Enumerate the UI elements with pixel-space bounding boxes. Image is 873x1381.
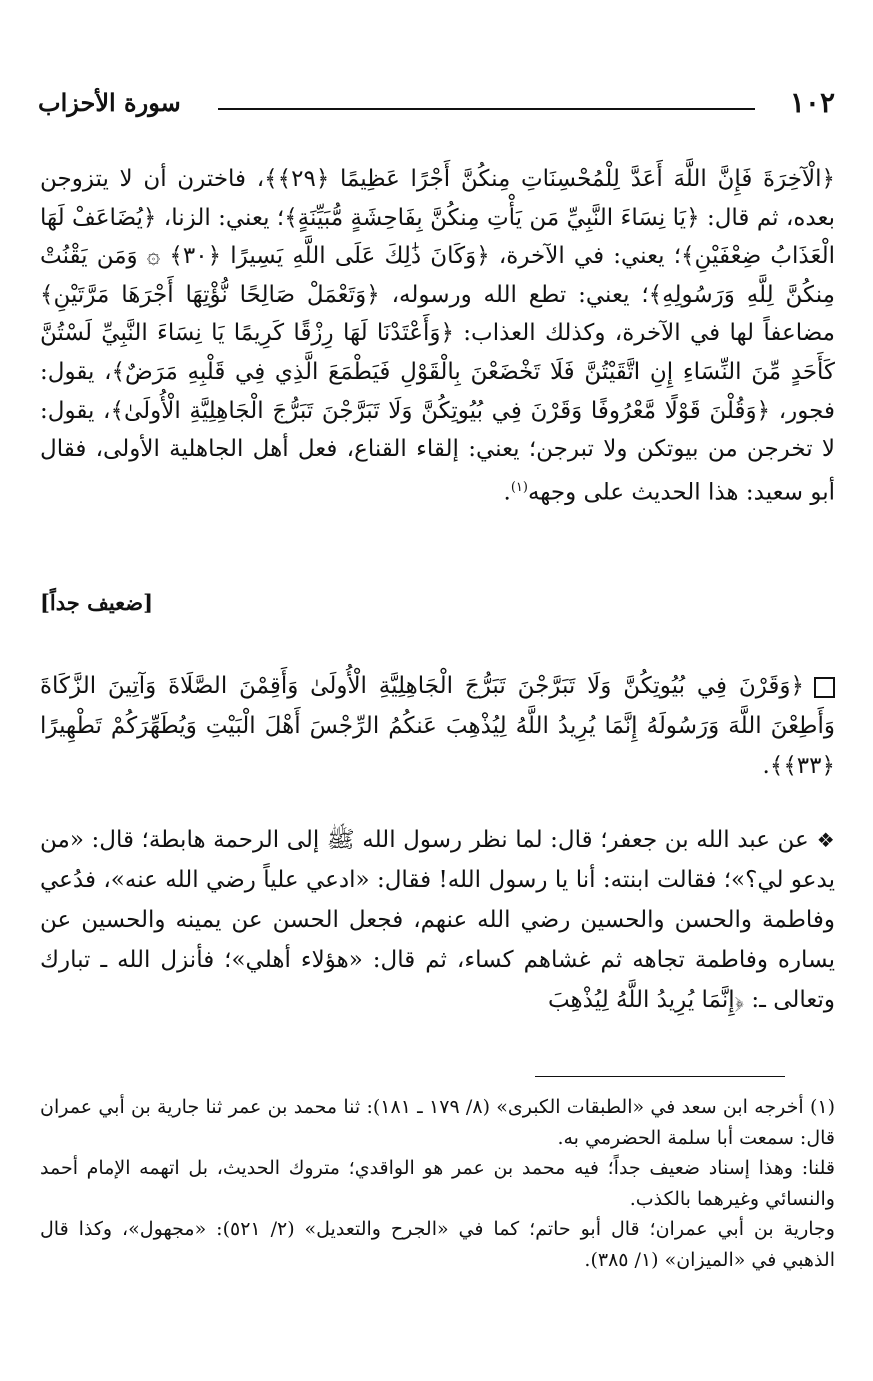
- surah-title: سورة الأحزاب: [38, 88, 181, 117]
- verse-block: [40, 666, 835, 786]
- footnotes: [40, 1092, 835, 1275]
- page-header: [38, 86, 835, 126]
- verse-text: ﴿وَقَرْنَ فِي بُيُوتِكُنَّ وَلَا تَبَرَّجْنَ تَبَرُّجَ الْجَاهِلِيَّةِ الْأُولَىٰ وَأَقِمْنَ الصَّلَاةَ وَآتِينَ الزَّكَاةَ وَأَطِعْنَ اللَّهَ وَرَسُولَهُ إِنَّمَا يُرِيدُ اللَّهُ لِيُذْهِبَ عَنكُمُ الرِّجْسَ أَهْلَ الْبَيْتِ وَيُطَهِّرَكُمْ تَطْهِيرًا ﴿٣٣﴾﴾.: [40, 673, 835, 779]
- footnote-marker: (١): [510, 479, 528, 495]
- hadith-grade: [ضعيف جداً]: [40, 590, 154, 615]
- footnote-1: (١) أخرجه ابن سعد في «الطبقات الكبرى» (٨/ ١٧٩ ـ ١٨١): ثنا محمد بن عمر ثنا جارية بن أبي عمران قال: سمعت أبا سلمة الحضرمي به.: [40, 1096, 835, 1149]
- diamond-marker-icon: ❖: [816, 828, 835, 852]
- footnote-1-narrator: وجارية بن أبي عمران؛ قال أبو حاتم؛ كما في «الجرح والتعديل» (٢/ ٥٢١): «مجهول»، وكذا قال الذهبي في «الميزان» (١/ ٣٨٥).: [40, 1218, 835, 1271]
- hadith-text: عن عبد الله بن جعفر؛ قال: لما نظر رسول الله ﷺ إلى الرحمة هابطة؛ قال: «من يدعو لي؟»؛ فقالت ابنته: أنا يا رسول الله! فقال: «ادعي علياً رضي الله عنه»، فدُعي وفاطمة والحسن والحسين رضي الله عنهم، فجعل الحسن عن يمينه والحسين عن يساره وفاطمة تجاهه ثم غشاهم كساء، ثم قال: «هؤلاء أهلي»؛ فأنزل الله ـ تبارك وتعالى ـ: ﴿إِنَّمَا يُرِيدُ اللَّهُ لِيُذْهِبَ: [40, 827, 835, 1013]
- commentary-text: ﴿الْآخِرَةَ فَإِنَّ اللَّهَ أَعَدَّ لِلْمُحْسِنَاتِ مِنكُنَّ أَجْرًا عَظِيمًا ﴿٢٩﴾﴾، فاخترن أن لا يتزوجن بعده، ثم قال: ﴿يَا نِسَاءَ النَّبِيِّ مَن يَأْتِ مِنكُنَّ بِفَاحِشَةٍ مُّبَيِّنَةٍ﴾؛ يعني: الزنا، ﴿يُضَاعَفْ لَهَا الْعَذَابُ ضِعْفَيْنِ﴾؛ يعني: في الآخرة، ﴿وَكَانَ ذَٰلِكَ عَلَى اللَّهِ يَسِيرًا ﴿٣٠﴾ ۞ وَمَن يَقْنُتْ مِنكُنَّ لِلَّهِ وَرَسُولِهِ﴾؛ يعني: تطع الله ورسوله، ﴿وَتَعْمَلْ صَالِحًا نُّؤْتِهَا أَجْرَهَا مَرَّتَيْنِ﴾ مضاعفاً لها في الآخرة، وكذلك العذاب: ﴿وَأَعْتَدْنَا لَهَا رِزْقًا كَرِيمًا يَا نِسَاءَ النَّبِيِّ لَسْتُنَّ كَأَحَدٍ مِّنَ النِّسَاءِ إِنِ اتَّقَيْتُنَّ فَلَا تَخْضَعْنَ بِالْقَوْلِ فَيَطْمَعَ الَّذِي فِي قَلْبِهِ مَرَضٌ﴾، يقول: فجور، ﴿وَقُلْنَ قَوْلًا مَّعْرُوفًا وَقَرْنَ فِي بُيُوتِكُنَّ وَلَا تَبَرَّجْنَ تَبَرُّجَ الْجَاهِلِيَّةِ الْأُولَىٰ﴾، يقول: لا تخرجن من بيوتكن ولا تبرجن؛ يعني: إلقاء القناع، فعل أهل الجاهلية الأولى، فقال أبو سعيد: هذا الحديث على وجهه: [40, 166, 835, 506]
- header-rule: [218, 108, 755, 110]
- page-number: ١٠٢: [789, 86, 835, 119]
- footnote-1-comment: قلنا: وهذا إسناد ضعيف جداً؛ فيه محمد بن عمر هو الواقدي؛ متروك الحديث، بل اتهمه الإمام أحمد والنسائي وغيرهما بالكذب.: [40, 1157, 835, 1210]
- square-marker-icon: [814, 677, 835, 698]
- footnote-divider: [535, 1076, 785, 1077]
- commentary-paragraph: ﴿الْآخِرَةَ فَإِنَّ اللَّهَ أَعَدَّ لِلْمُحْسِنَاتِ مِنكُنَّ أَجْرًا عَظِيمًا ﴿٢٩﴾﴾، فاخترن أن لا يتزوجن بعده، ثم قال: ﴿يَا نِسَاءَ النَّبِيِّ مَن يَأْتِ مِنكُنَّ بِفَاحِشَةٍ مُّبَيِّنَةٍ﴾؛ يعني: الزنا، ﴿يُضَاعَفْ لَهَا الْعَذَابُ ضِعْفَيْنِ﴾؛ يعني: في الآخرة، ﴿وَكَانَ ذَٰلِكَ عَلَى اللَّهِ يَسِيرًا ﴿٣٠﴾ ۞ وَمَن يَقْنُتْ مِنكُنَّ لِلَّهِ وَرَسُولِهِ﴾؛ يعني: تطع الله ورسوله، ﴿وَتَعْمَلْ صَالِحًا نُّؤْتِهَا أَجْرَهَا مَرَّتَيْنِ﴾ مضاعفاً لها في الآخرة، وكذلك العذاب: ﴿وَأَعْتَدْنَا لَهَا رِزْقًا كَرِيمًا يَا نِسَاءَ النَّبِيِّ لَسْتُنَّ كَأَحَدٍ مِّنَ النِّسَاءِ إِنِ اتَّقَيْتُنَّ فَلَا تَخْضَعْنَ بِالْقَوْلِ فَيَطْمَعَ الَّذِي فِي قَلْبِهِ مَرَضٌ﴾، يقول: فجور، ﴿وَقُلْنَ قَوْلًا مَّعْرُوفًا وَقَرْنَ فِي بُيُوتِكُنَّ وَلَا تَبَرَّجْنَ تَبَرُّجَ الْجَاهِلِيَّةِ الْأُولَىٰ﴾، يقول: لا تخرجن من بيوتكن ولا تبرجن؛ يعني: إلقاء القناع، فعل أهل الجاهلية الأولى، فقال أبو سعيد: هذا الحديث على وجهه$^{(١)}$.: [40, 166, 835, 506]
- hadith-paragraph: [40, 820, 835, 1020]
